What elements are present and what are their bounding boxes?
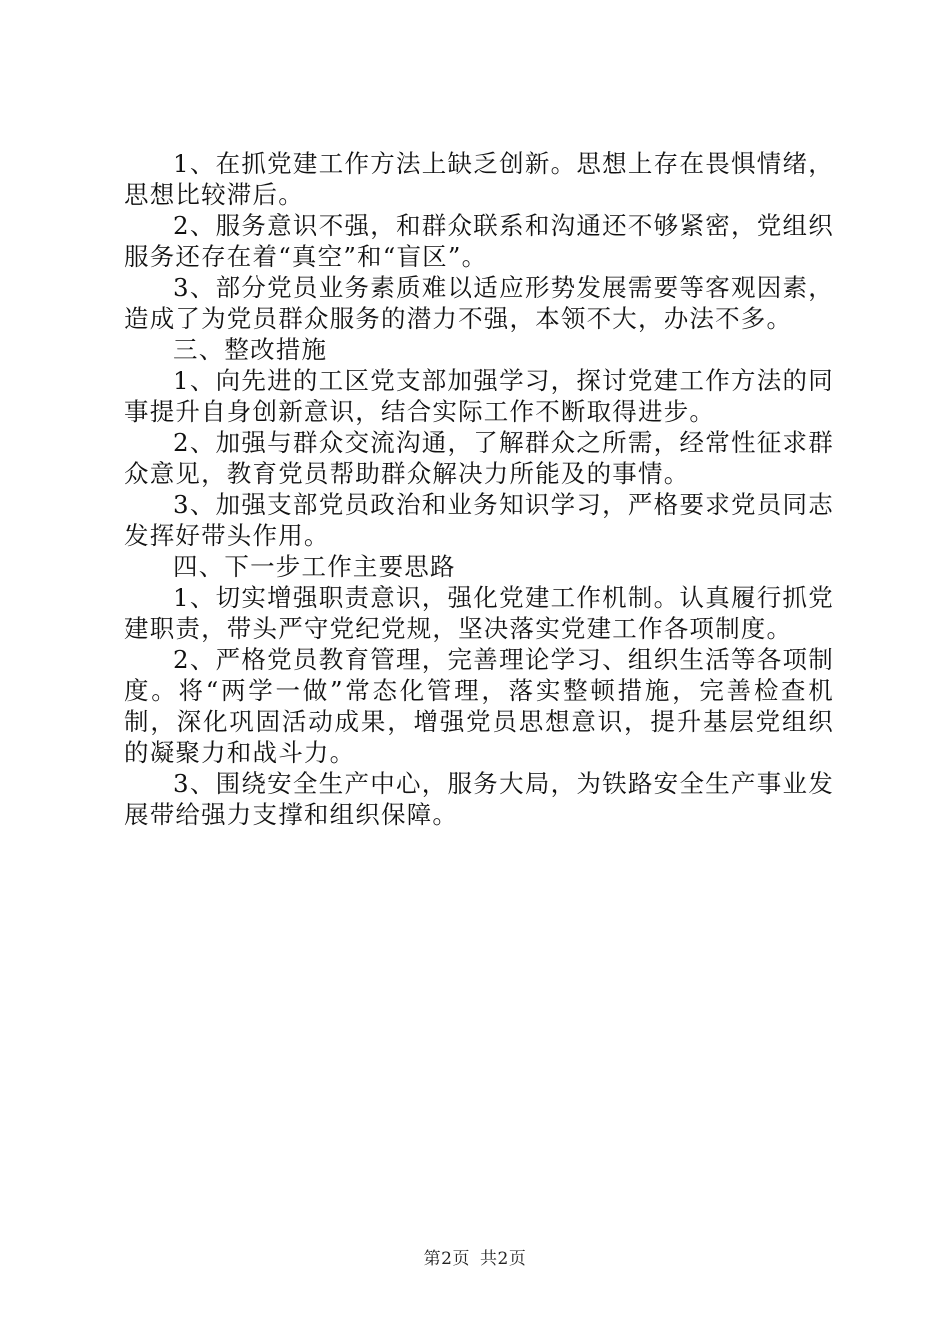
paragraph-problem-1: 1、在抓党建工作方法上缺乏创新。思想上存在畏惧情绪，思想比较滞后。 <box>124 149 834 209</box>
paragraph-measure-3: 3、加强支部党员政治和业务知识学习，严格要求党员同志发挥好带头作用。 <box>124 490 834 550</box>
page-number: 第2页 <box>423 1249 470 1269</box>
paragraph-problem-2: 2、服务意识不强，和群众联系和沟通还不够紧密，党组织服务还存在着“真空”和“盲区”。 <box>124 211 834 271</box>
section-heading-next-steps: 四、下一步工作主要思路 <box>173 552 456 581</box>
section-heading-rectification: 三、整改措施 <box>173 335 328 364</box>
page-total: 共2页 <box>480 1249 527 1269</box>
paragraph-plan-2: 2、严格党员教育管理，完善理论学习、组织生活等各项制度。将“两学一做”常态化管理，落实整顿措施，完善检查机制，深化巩固活动成果，增强党员思想意识，提升基层党组织的凝聚力和战斗力。 <box>124 645 834 767</box>
page-footer <box>0 1244 950 1269</box>
paragraph-measure-2: 2、加强与群众交流沟通，了解群众之所需，经常性征求群众意见，教育党员帮助群众解决力所能及的事情。 <box>124 428 834 488</box>
paragraph-plan-1: 1、切实增强职责意识，强化党建工作机制。认真履行抓党建职责，带头严守党纪党规，坚决落实党建工作各项制度。 <box>124 583 834 643</box>
paragraph-plan-3: 3、围绕安全生产中心，服务大局，为铁路安全生产事业发展带给强力支撑和组织保障。 <box>124 769 834 829</box>
paragraph-measure-1: 1、向先进的工区党支部加强学习，探讨党建工作方法的同事提升自身创新意识，结合实际工作不断取得进步。 <box>124 366 834 426</box>
document-body <box>124 148 834 830</box>
paragraph-problem-3: 3、部分党员业务素质难以适应形势发展需要等客观因素，造成了为党员群众服务的潜力不强，本领不大，办法不多。 <box>124 273 834 333</box>
